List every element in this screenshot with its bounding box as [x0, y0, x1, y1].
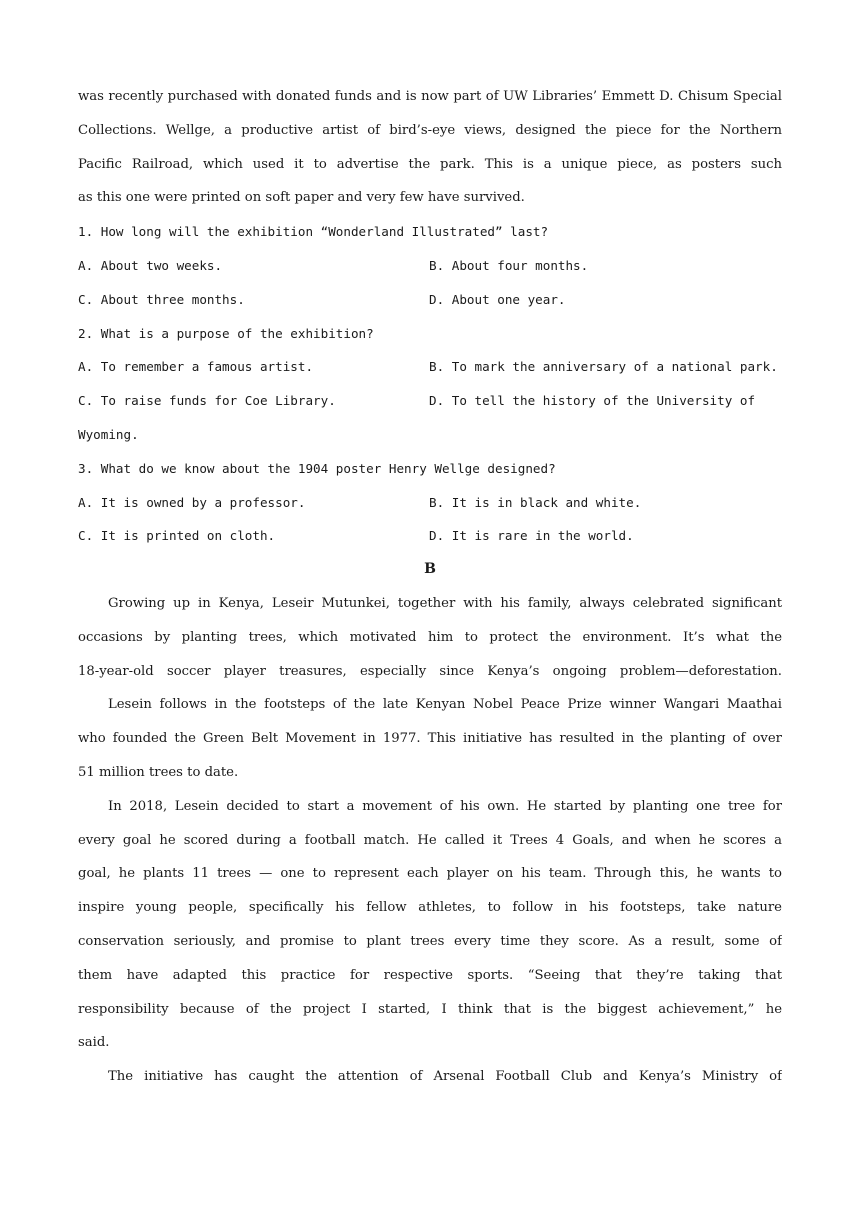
option-row: [78, 384, 782, 418]
question-1: [78, 215, 782, 316]
passage-b-paragraph-1: [78, 587, 782, 688]
text-line: inspire young people, specifically his fellow athletes, to follow in his footsteps, take nature: [78, 900, 782, 916]
text-line: Collections. Wellge, a productive artist of bird’s-eye views, designed the piece for the Northern: [78, 122, 782, 138]
question-2: [78, 317, 782, 452]
option-c: C. It is printed on cloth.: [78, 528, 276, 544]
option-b: B. About four months.: [429, 257, 589, 273]
question-stem: 3. What do we know about the 1904 poster Henry Wellge designed?: [78, 460, 556, 476]
text-line: 18-year-old soccer player treasures, especially since Kenya’s ongoing problem—deforestation.: [78, 663, 782, 679]
option-a: A. It is owned by a professor.: [78, 494, 306, 510]
question-stem: 2. What is a purpose of the exhibition?: [78, 325, 374, 341]
text-line: Growing up in Kenya, Leseir Mutunkei, together with his family, always celebrated significant: [108, 595, 782, 611]
document-page: [78, 80, 782, 1094]
option-d: D. To tell the history of the University of: [429, 393, 756, 409]
text-line: as this one were printed on soft paper and very few have survived.: [78, 190, 525, 206]
text-line: Lesein follows in the footsteps of the late Kenyan Nobel Peace Prize winner Wangari Maathai: [108, 697, 782, 713]
passage-b-paragraph-3: [78, 790, 782, 1060]
option-row: [78, 486, 782, 520]
text-line: who founded the Green Belt Movement in 1977. This initiative has resulted in the planting of over: [78, 731, 782, 747]
text-line: goal, he plants 11 trees — one to represent each player on his team. Through this, he wants to: [78, 866, 782, 882]
text-line: them have adapted this practice for respective sports. “Seeing that they’re taking that: [78, 967, 782, 983]
option-a: A. To remember a famous artist.: [78, 359, 314, 375]
text-line: 51 million trees to date.: [78, 764, 239, 780]
text-line: said.: [78, 1035, 110, 1051]
option-row: [78, 283, 782, 317]
question-stem: 1. How long will the exhibition “Wonderland Illustrated” last?: [78, 224, 549, 240]
passage-b-paragraph-4: [78, 1060, 782, 1094]
option-d-wrap: Wyoming.: [78, 426, 139, 442]
option-c: C. To raise funds for Coe Library.: [78, 393, 336, 409]
option-b: B. It is in black and white.: [429, 494, 642, 510]
option-row: [78, 350, 782, 384]
question-3: [78, 452, 782, 553]
option-a: A. About two weeks.: [78, 257, 223, 273]
option-row: [78, 519, 782, 553]
passage-b-paragraph-2: [78, 688, 782, 789]
text-line: every goal he scored during a football match. He called it Trees 4 Goals, and when he scores a: [78, 832, 782, 848]
text-line: was recently purchased with donated funds and is now part of UW Libraries’ Emmett D. Chisum Special: [78, 89, 782, 104]
option-row: [78, 249, 782, 283]
option-d: D. It is rare in the world.: [429, 528, 634, 544]
option-c: C. About three months.: [78, 291, 245, 307]
text-line: The initiative has caught the attention of Arsenal Football Club and Kenya’s Ministry of: [108, 1069, 782, 1085]
text-line: Pacific Railroad, which used it to advertise the park. This is a unique piece, as posters such: [78, 156, 782, 172]
text-line: conservation seriously, and promise to plant trees every time they score. As a result, some of: [78, 933, 782, 949]
option-d: D. About one year.: [429, 291, 566, 307]
text-line: In 2018, Lesein decided to start a movement of his own. He started by planting one tree for: [108, 798, 782, 814]
passage-a-paragraph: [78, 80, 782, 215]
option-b: B. To mark the anniversary of a national park.: [429, 359, 778, 375]
section-heading: B: [424, 561, 436, 578]
text-line: occasions by planting trees, which motivated him to protect the environment. It’s what the: [78, 629, 782, 645]
text-line: responsibility because of the project I started, I think that is the biggest achievement,” he: [78, 1001, 782, 1017]
